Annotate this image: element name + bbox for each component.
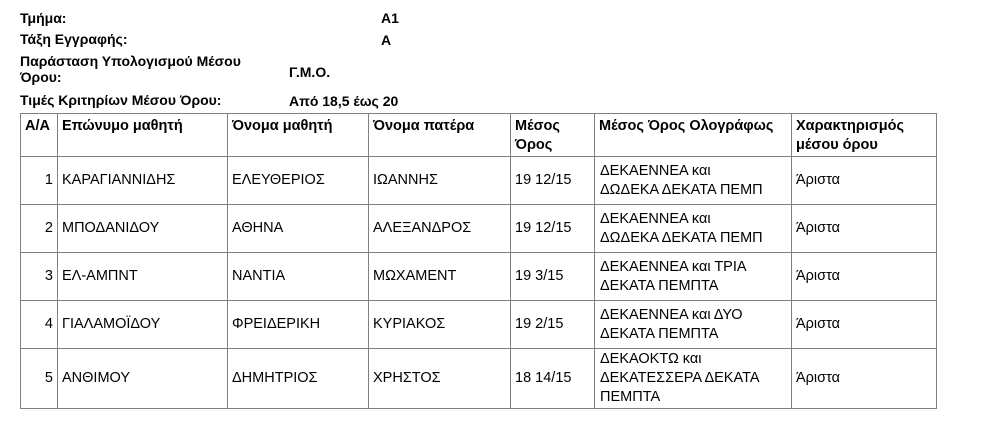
cell-surname: ΓΙΑΛΑΜΟΪΔΟΥ — [58, 301, 228, 349]
column-header-name: Όνομα μαθητή — [228, 114, 369, 157]
cell-father: ΜΩΧΑΜΕΝΤ — [369, 253, 511, 301]
cell-name: ΦΡΕΙΔΕΡΙΚΗ — [228, 301, 369, 349]
table-header-row — [21, 114, 937, 157]
cell-characterization: Άριστα — [792, 349, 937, 409]
cell-average-words: ΔΕΚΑΕΝΝΕΑ και ΔΩΔΕΚΑ ΔΕΚΑΤΑ ΠΕΜΠ — [595, 205, 792, 253]
representation-label-line1: Παράσταση Υπολογισμού Μέσου — [20, 53, 241, 69]
cell-surname: ΚΑΡΑΓΙΑΝΝΙΔΗΣ — [58, 157, 228, 205]
cell-name: ΑΘΗΝΑ — [228, 205, 369, 253]
cell-characterization: Άριστα — [792, 253, 937, 301]
column-header-aa: Α/Α — [21, 114, 58, 157]
column-header-father: Όνομα πατέρα — [369, 114, 511, 157]
representation-value: Γ.Μ.Ο. — [289, 64, 331, 80]
cell-average: 19 3/15 — [511, 253, 595, 301]
table-row — [21, 157, 937, 205]
department-label: Τμήμα: — [20, 10, 67, 26]
cell-characterization: Άριστα — [792, 205, 937, 253]
cell-surname: ΕΛ-ΑΜΠΝΤ — [58, 253, 228, 301]
cell-average: 18 14/15 — [511, 349, 595, 409]
cell-aa: 1 — [21, 157, 58, 205]
department-value: Α1 — [381, 10, 399, 26]
table-row — [21, 301, 937, 349]
cell-characterization: Άριστα — [792, 157, 937, 205]
cell-average-words: ΔΕΚΑΕΝΝΕΑ και ΔΩΔΕΚΑ ΔΕΚΑΤΑ ΠΕΜΠ — [595, 157, 792, 205]
cell-surname: ΜΠΟΔΑΝΙΔΟΥ — [58, 205, 228, 253]
cell-average: 19 12/15 — [511, 157, 595, 205]
cell-aa: 3 — [21, 253, 58, 301]
cell-name: ΕΛΕΥΘΕΡΙΟΣ — [228, 157, 369, 205]
enrollment-value: Α — [381, 32, 392, 48]
cell-name: ΔΗΜΗΤΡΙΟΣ — [228, 349, 369, 409]
column-header-characterization: Χαρακτηρισμός μέσου όρου — [792, 114, 937, 157]
criteria-value: Από 18,5 έως 20 — [289, 93, 399, 109]
cell-father: ΑΛΕΞΑΝΔΡΟΣ — [369, 205, 511, 253]
cell-aa: 5 — [21, 349, 58, 409]
column-header-average-words: Μέσος Όρος Ολογράφως — [595, 114, 792, 157]
column-header-surname: Επώνυμο μαθητή — [58, 114, 228, 157]
cell-father: ΚΥΡΙΑΚΟΣ — [369, 301, 511, 349]
cell-father: ΧΡΗΣΤΟΣ — [369, 349, 511, 409]
cell-aa: 2 — [21, 205, 58, 253]
cell-average-words: ΔΕΚΑΟΚΤΩ και ΔΕΚΑΤΕΣΣΕΡΑ ΔΕΚΑΤΑ ΠΕΜΠΤΑ — [595, 349, 792, 409]
cell-average: 19 2/15 — [511, 301, 595, 349]
table-row — [21, 205, 937, 253]
cell-average-words: ΔΕΚΑΕΝΝΕΑ και ΔΥΟ ΔΕΚΑΤΑ ΠΕΜΠΤΑ — [595, 301, 792, 349]
cell-average: 19 12/15 — [511, 205, 595, 253]
representation-label-line2: Όρου: — [20, 69, 62, 85]
cell-characterization: Άριστα — [792, 301, 937, 349]
cell-name: ΝΑΝΤΙΑ — [228, 253, 369, 301]
grades-table — [20, 113, 937, 409]
criteria-label: Τιμές Κριτηρίων Μέσου Όρου: — [20, 92, 222, 108]
column-header-average: Μέσος Όρος — [511, 114, 595, 157]
table-row — [21, 349, 937, 409]
cell-average-words: ΔΕΚΑΕΝΝΕΑ και ΤΡΙΑ ΔΕΚΑΤΑ ΠΕΜΠΤΑ — [595, 253, 792, 301]
table-row — [21, 253, 937, 301]
cell-father: ΙΩΑΝΝΗΣ — [369, 157, 511, 205]
cell-aa: 4 — [21, 301, 58, 349]
enrollment-label: Τάξη Εγγραφής: — [20, 31, 128, 47]
cell-surname: ΑΝΘΙΜΟΥ — [58, 349, 228, 409]
